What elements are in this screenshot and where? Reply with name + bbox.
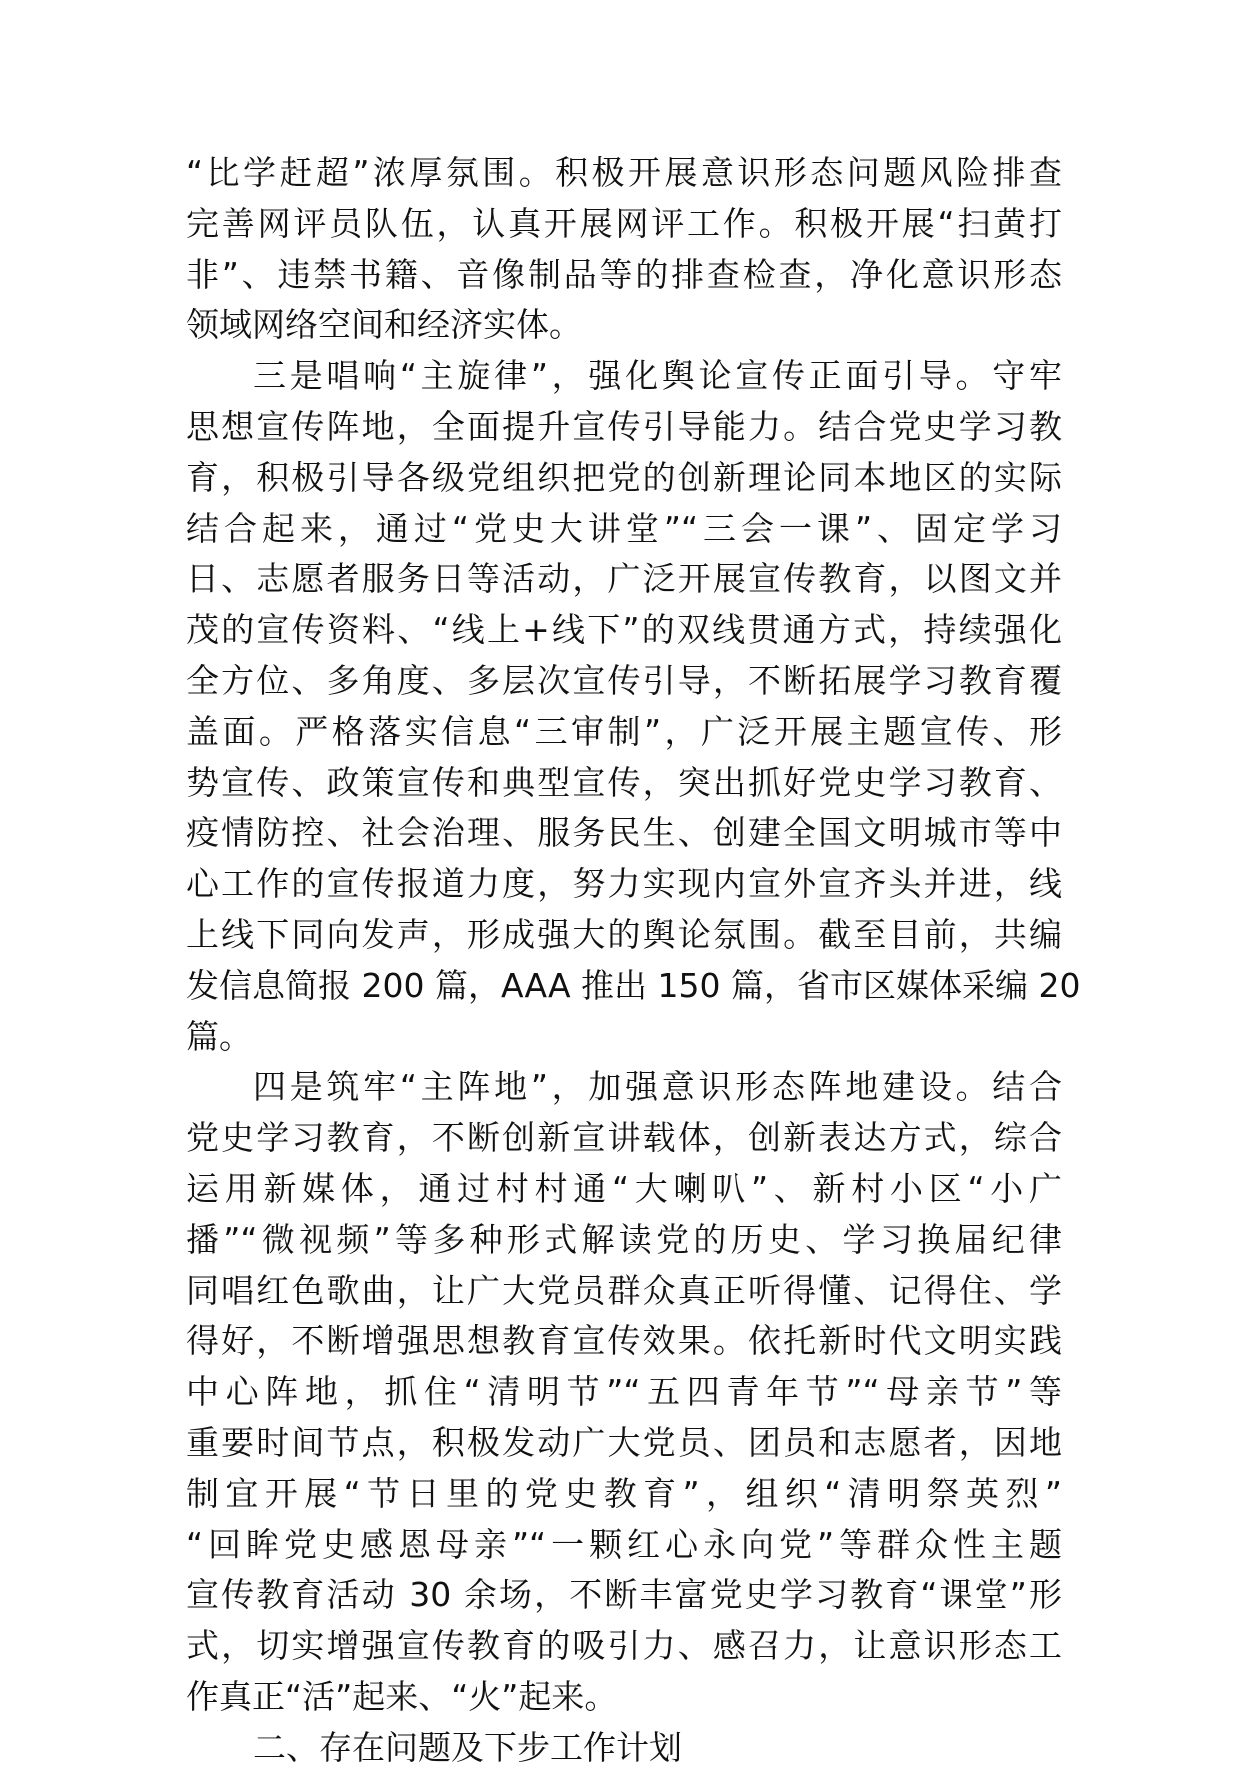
- text-line: 思想宣传阵地，全面提升宣传引导能力。结合党史学习教: [186, 406, 1062, 446]
- text-line: 日、志愿者服务日等活动，广泛开展宣传教育，以图文并: [186, 559, 1062, 599]
- text-line: 育，积极引导各级党组织把党的创新理论同本地区的实际: [186, 457, 1062, 497]
- text-line: 制宜开展“节日里的党史教育”，组织“清明祭英烈”: [186, 1473, 1062, 1513]
- text-line: 发信息简报 200 篇，AAA 推出 150 篇，省市区媒体采编 20: [186, 965, 1081, 1005]
- text-line: “回眸党史感恩母亲”“一颗红心永向党”等群众性主题: [186, 1524, 1062, 1564]
- text-line: 得好，不断增强思想教育宣传效果。依托新时代文明实践: [186, 1321, 1062, 1361]
- text-line: 宣传教育活动 30 余场，不断丰富党史学习教育“课堂”形: [186, 1575, 1062, 1615]
- text-line: 党史学习教育，不断创新宣讲载体，创新表达方式，综合: [186, 1118, 1062, 1158]
- text-line: 完善网评员队伍，认真开展网评工作。积极开展“扫黄打: [186, 203, 1062, 243]
- text-line: 重要时间节点，积极发动广大党员、团员和志愿者，因地: [186, 1422, 1062, 1462]
- section-heading: 二、存在问题及下步工作计划: [253, 1727, 682, 1767]
- paragraph-start-line: 三是唱响“主旋律”，强化舆论宣传正面引导。守牢: [253, 356, 1062, 396]
- text-line: 中心阵地，抓住“清明节”“五四青年节”“母亲节”等: [186, 1372, 1062, 1412]
- text-line: 势宣传、政策宣传和典型宣传，突出抓好党史学习教育、: [186, 762, 1062, 802]
- body-text: [186, 148, 1081, 1774]
- text-line: 运用新媒体，通过村村通“大喇叭”、新村小区“小广: [186, 1168, 1062, 1208]
- text-line: 结合起来，通过“党史大讲堂”“三会一课”、固定学习: [186, 508, 1062, 548]
- text-line: 式，切实增强宣传教育的吸引力、感召力，让意识形态工: [186, 1626, 1062, 1666]
- text-line: 领域网络空间和经济实体。: [186, 305, 582, 345]
- text-line: 心工作的宣传报道力度，努力实现内宣外宣齐头并进，线: [186, 864, 1062, 904]
- text-line: 全方位、多角度、多层次宣传引导，不断拓展学习教育覆: [186, 660, 1062, 700]
- text-line: “比学赶超”浓厚氛围。积极开展意识形态问题风险排查: [186, 153, 1062, 192]
- text-line: 疫情防控、社会治理、服务民生、创建全国文明城市等中: [186, 813, 1062, 853]
- text-line: 同唱红色歌曲，让广大党员群众真正听得懂、记得住、学: [186, 1270, 1062, 1310]
- text-line: 茂的宣传资料、“线上+线下”的双线贯通方式，持续强化: [186, 610, 1062, 650]
- text-line: 非”、违禁书籍、音像制品等的排查检查，净化意识形态: [186, 254, 1062, 294]
- text-line: 上线下同向发声，形成强大的舆论氛围。截至目前，共编: [186, 914, 1062, 954]
- text-line: 篇。: [186, 1016, 252, 1056]
- text-line: 播”“微视频”等多种形式解读党的历史、学习换届纪律: [186, 1219, 1062, 1259]
- text-line: 盖面。严格落实信息“三审制”，广泛开展主题宣传、形: [186, 711, 1062, 751]
- text-line: 作真正“活”起来、“火”起来。: [186, 1676, 618, 1716]
- paragraph-start-line: 四是筑牢“主阵地”，加强意识形态阵地建设。结合: [253, 1067, 1062, 1107]
